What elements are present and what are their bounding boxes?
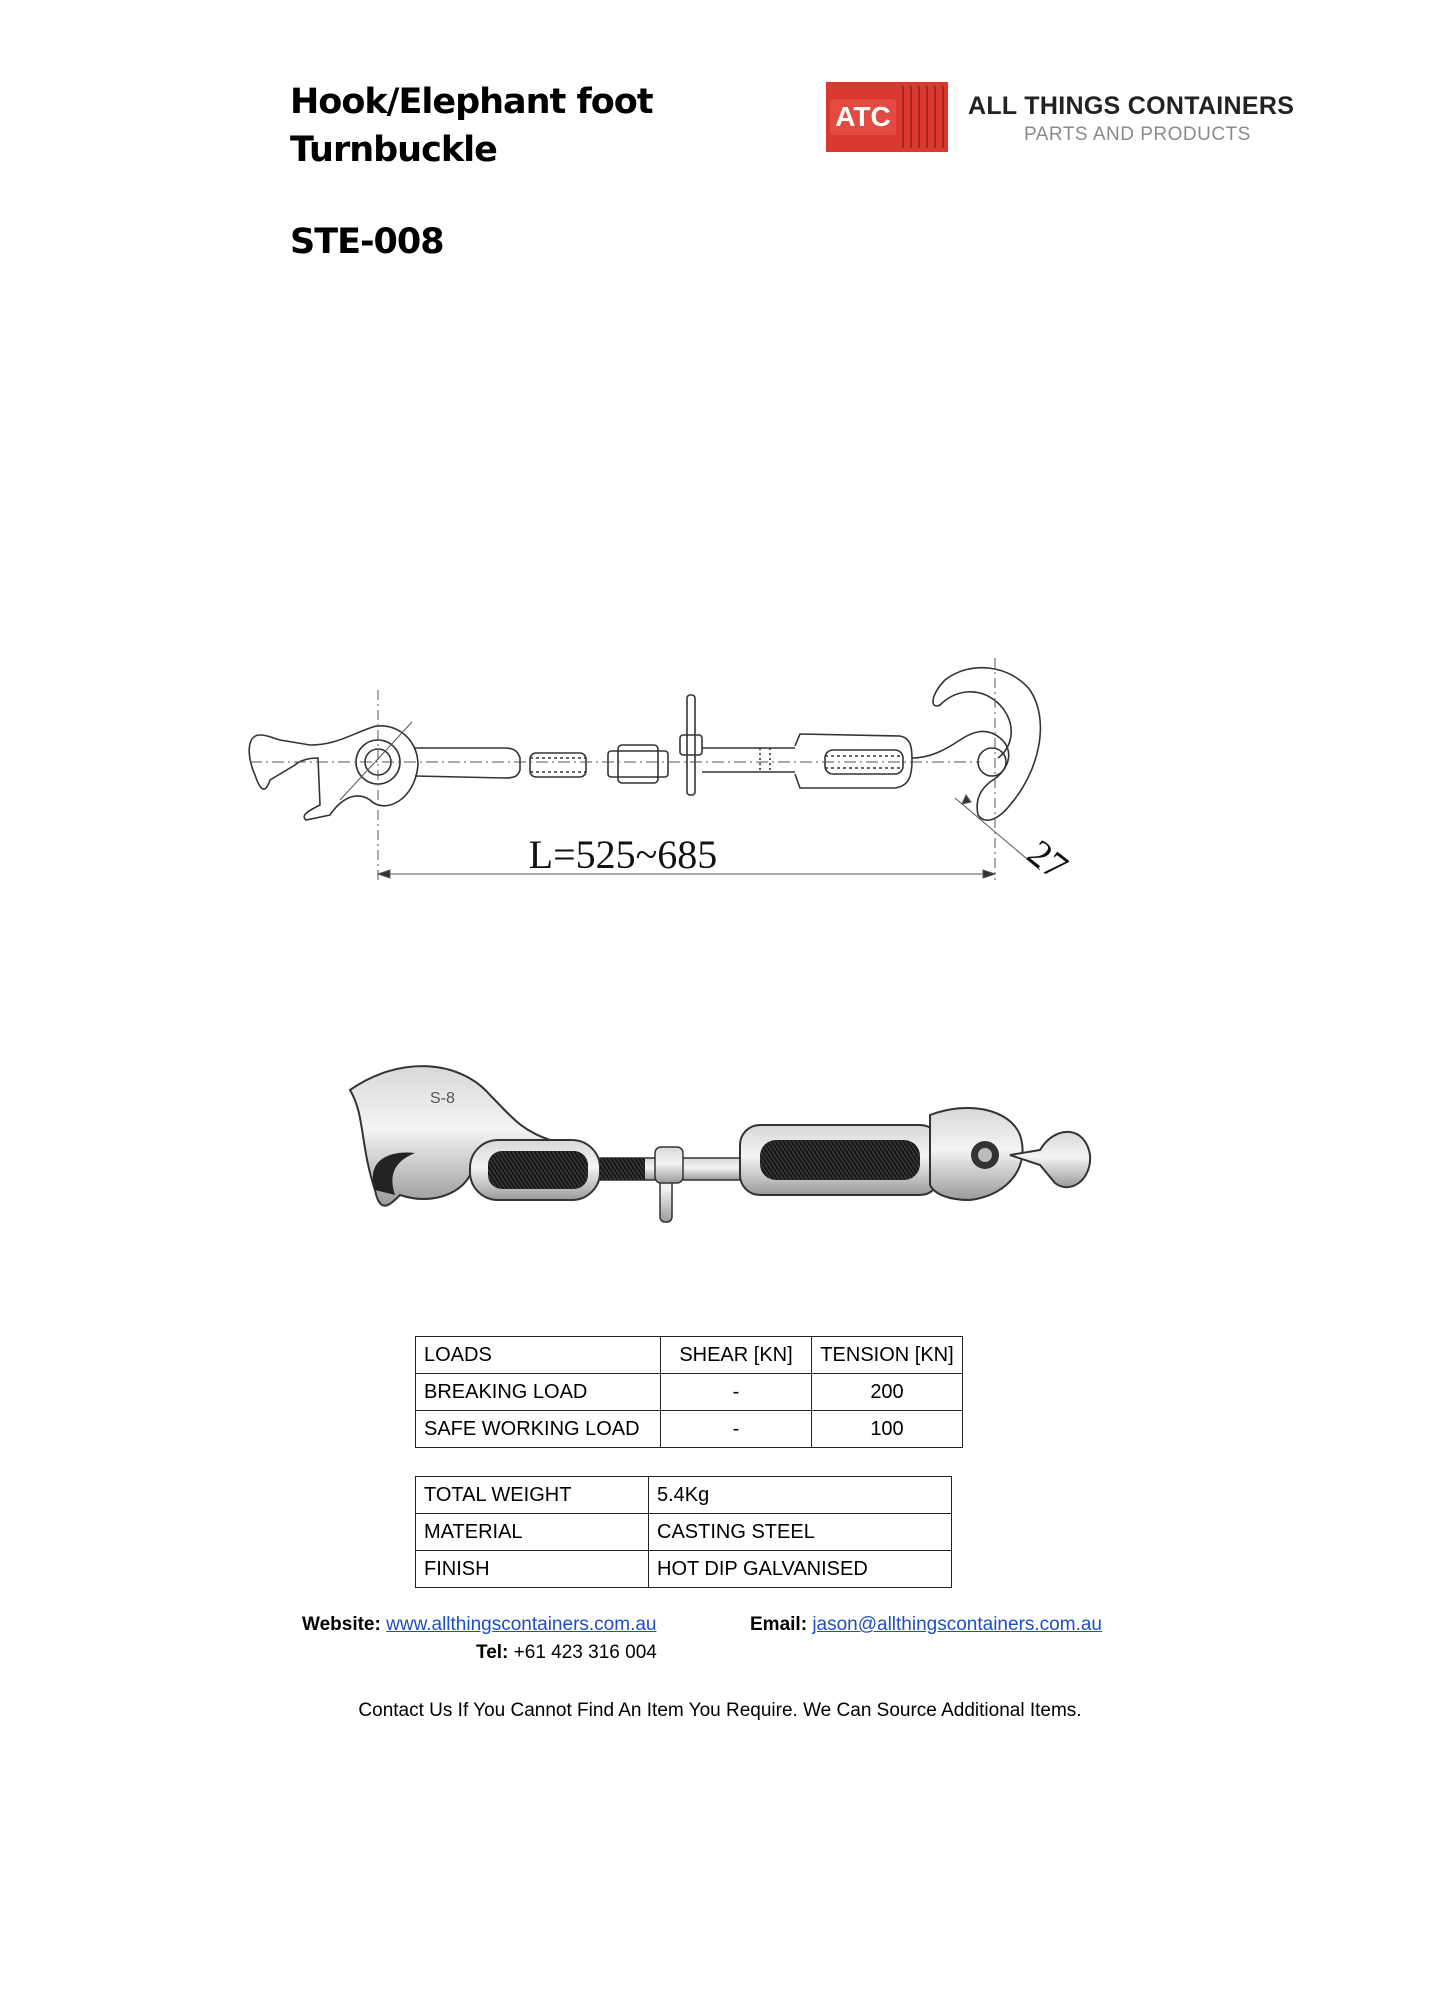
table-row — [416, 1411, 963, 1448]
table-cell: HOT DIP GALVANISED — [649, 1551, 952, 1588]
table-cell: 100 — [812, 1411, 963, 1448]
footer-note: Contact Us If You Cannot Find An Item You Require. We Can Source Additional Items. — [358, 1700, 1082, 1721]
table-cell: SAFE WORKING LOAD — [416, 1411, 661, 1448]
website-label: Website: — [302, 1614, 381, 1635]
hook-dimension-label: 27 — [1019, 831, 1076, 889]
logo-tagline: PARTS AND PRODUCTS — [1024, 124, 1251, 145]
tel-number: +61 423 316 004 — [513, 1642, 657, 1663]
table-row — [416, 1551, 952, 1588]
loads-table — [415, 1336, 963, 1448]
title-line-1: Hook/Elephant foot — [290, 82, 653, 122]
product-title — [290, 78, 653, 174]
email-link[interactable]: jason@allthingscontainers.com.au — [812, 1614, 1102, 1635]
properties-table — [415, 1476, 952, 1588]
logo-company-name: ALL THINGS CONTAINERS — [968, 92, 1295, 120]
table-cell: BREAKING LOAD — [416, 1374, 661, 1411]
table-header-cell: LOADS — [416, 1337, 661, 1374]
table-header-cell: TENSION [KN] — [812, 1337, 963, 1374]
table-cell: - — [661, 1411, 812, 1448]
footer-website — [302, 1614, 656, 1636]
email-label: Email: — [750, 1614, 808, 1635]
container-logo-icon — [826, 82, 948, 152]
table-cell: MATERIAL — [416, 1514, 649, 1551]
logo-mark: ATC — [830, 99, 896, 135]
website-link[interactable]: www.allthingscontainers.com.au — [386, 1614, 657, 1635]
table-cell: 200 — [812, 1374, 963, 1411]
title-line-2: Turnbuckle — [290, 130, 497, 170]
turnbuckle-technical-drawing — [240, 650, 1200, 950]
footer-tel — [476, 1642, 657, 1664]
elephant-foot-outline — [249, 726, 418, 820]
company-logo — [826, 82, 1326, 152]
table-cell: - — [661, 1374, 812, 1411]
table-header-cell: SHEAR [KN] — [661, 1337, 812, 1374]
casting-mark: S-8 — [430, 1090, 455, 1107]
length-dimension-label: L=525~685 — [528, 832, 718, 877]
table-header-row — [416, 1337, 963, 1374]
table-cell: 5.4Kg — [649, 1477, 952, 1514]
table-row — [416, 1514, 952, 1551]
table-row — [416, 1477, 952, 1514]
turnbuckle-photo — [320, 1055, 1120, 1245]
table-row — [416, 1374, 963, 1411]
product-code: STE-008 — [290, 222, 444, 262]
tel-label: Tel: — [476, 1642, 509, 1663]
table-cell: CASTING STEEL — [649, 1514, 952, 1551]
table-cell: FINISH — [416, 1551, 649, 1588]
tommy-bar — [687, 695, 695, 795]
table-cell: TOTAL WEIGHT — [416, 1477, 649, 1514]
hook-outline — [912, 668, 1040, 821]
footer-email — [750, 1614, 1102, 1636]
